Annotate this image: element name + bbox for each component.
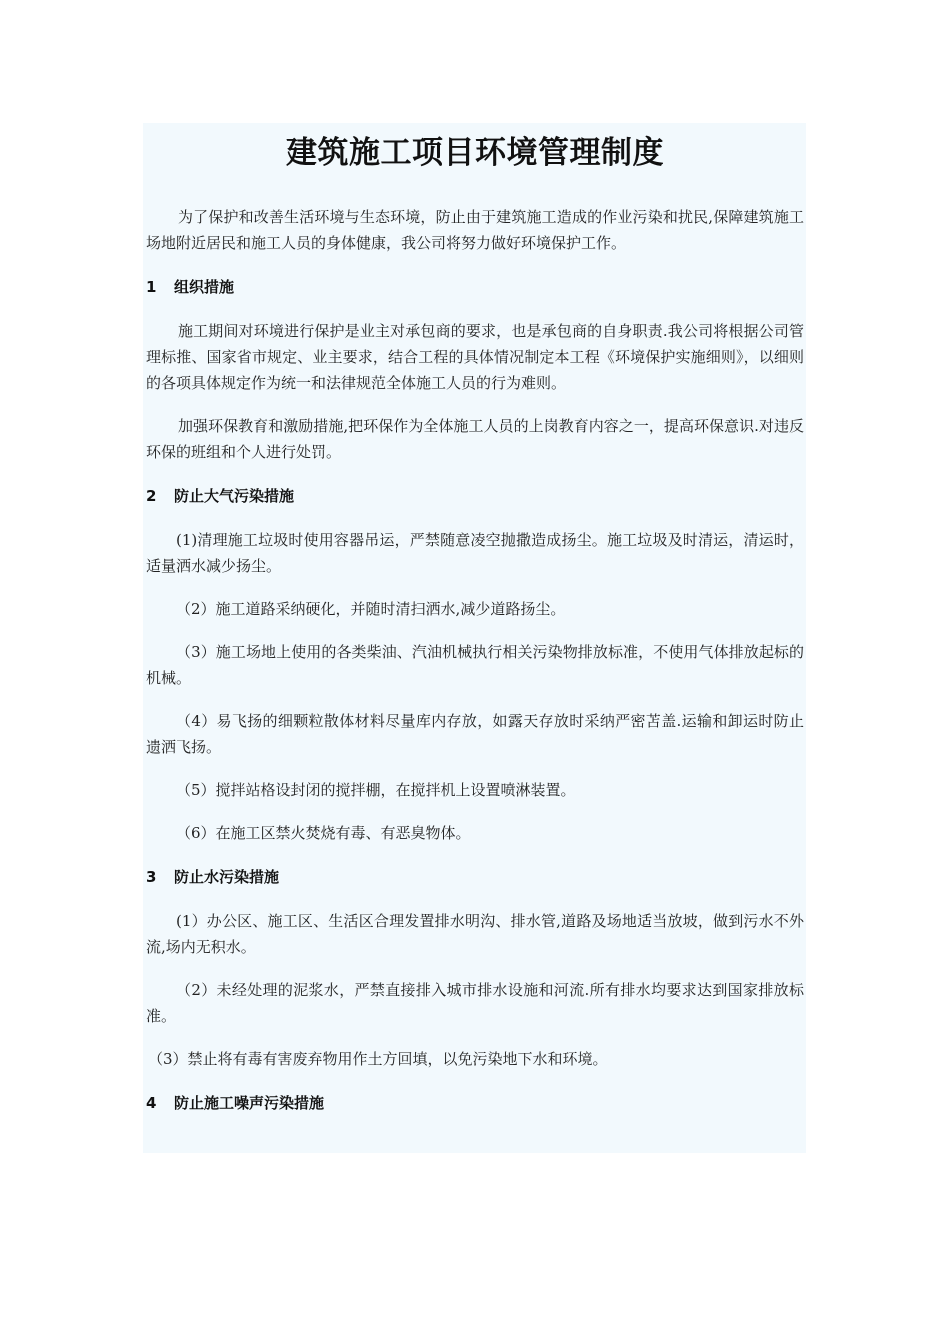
paragraph: （5）搅拌站格设封闭的搅拌棚，在搅拌机上设置喷淋装置。 — [176, 781, 576, 799]
intro-paragraph: 为了保护和改善生活环境与生态环境，防止由于建筑施工造成的作业污染和扰民,保障建筑施工场地附近居民和施工人员的身体健康，我公司将努力做好环境保护工作。 — [146, 208, 804, 252]
document-title: 建筑施工项目环境管理制度 — [286, 135, 664, 171]
paragraph: （3）禁止将有毒有害废弃物用作土方回填，以免污染地下水和环境。 — [148, 1050, 608, 1068]
section-title: 防止施工噪声污染措施 — [174, 1094, 325, 1112]
paragraph: （6）在施工区禁火焚烧有毒、有恶臭物体。 — [176, 824, 471, 842]
paragraph: （3）施工场地上使用的各类柴油、汽油机械执行相关污染物排放标准，不使用气体排放起标的机械。 — [146, 643, 804, 687]
section-heading-2 — [146, 484, 804, 508]
section-number: 2 — [146, 487, 157, 505]
section-number: 1 — [146, 278, 157, 296]
paragraph: (1）办公区、施工区、生活区合理发置排水明沟、排水管,道路及场地适当放坡，做到污水不外流,场内无积水。 — [146, 912, 804, 956]
section-heading-1 — [146, 275, 804, 299]
paragraph: （4）易飞扬的细颗粒散体材料尽量库内存放，如露天存放时采纳严密苫盖.运输和卸运时防止遗洒飞扬。 — [146, 712, 804, 756]
paragraph: （2）施工道路采纳硬化，并随时清扫洒水,减少道路扬尘。 — [176, 600, 566, 618]
section-number: 4 — [146, 1094, 157, 1112]
section-title: 防止水污染措施 — [174, 868, 280, 886]
section-heading-3 — [146, 865, 804, 889]
section-title: 防止大气污染措施 — [174, 487, 295, 505]
paragraph: （2）未经处理的泥浆水，严禁直接排入城市排水设施和河流.所有排水均要求达到国家排放标准。 — [146, 981, 804, 1025]
section-title: 组织措施 — [174, 278, 235, 296]
document-content — [143, 123, 806, 1153]
paragraph: (1)清理施工垃圾时使用容器吊运，严禁随意凌空抛撒造成扬尘。施工垃圾及时清运，清运时，适量洒水减少扬尘。 — [146, 531, 804, 575]
section-heading-4 — [146, 1091, 804, 1115]
section-number: 3 — [146, 868, 157, 886]
paragraph: 加强环保教育和激励措施,把环保作为全体施工人员的上岗教育内容之一，提高环保意识.对违反环保的班组和个人进行处罚。 — [146, 417, 804, 461]
paragraph: 施工期间对环境进行保护是业主对承包商的要求，也是承包商的自身职责.我公司将根据公司管理标推、国家省市规定、业主要求，结合工程的具体情况制定本工程《环境保护实施细则》，以细则的各项具体规定作为统一和法律规范全体施工人员的行为难则。 — [146, 322, 804, 392]
